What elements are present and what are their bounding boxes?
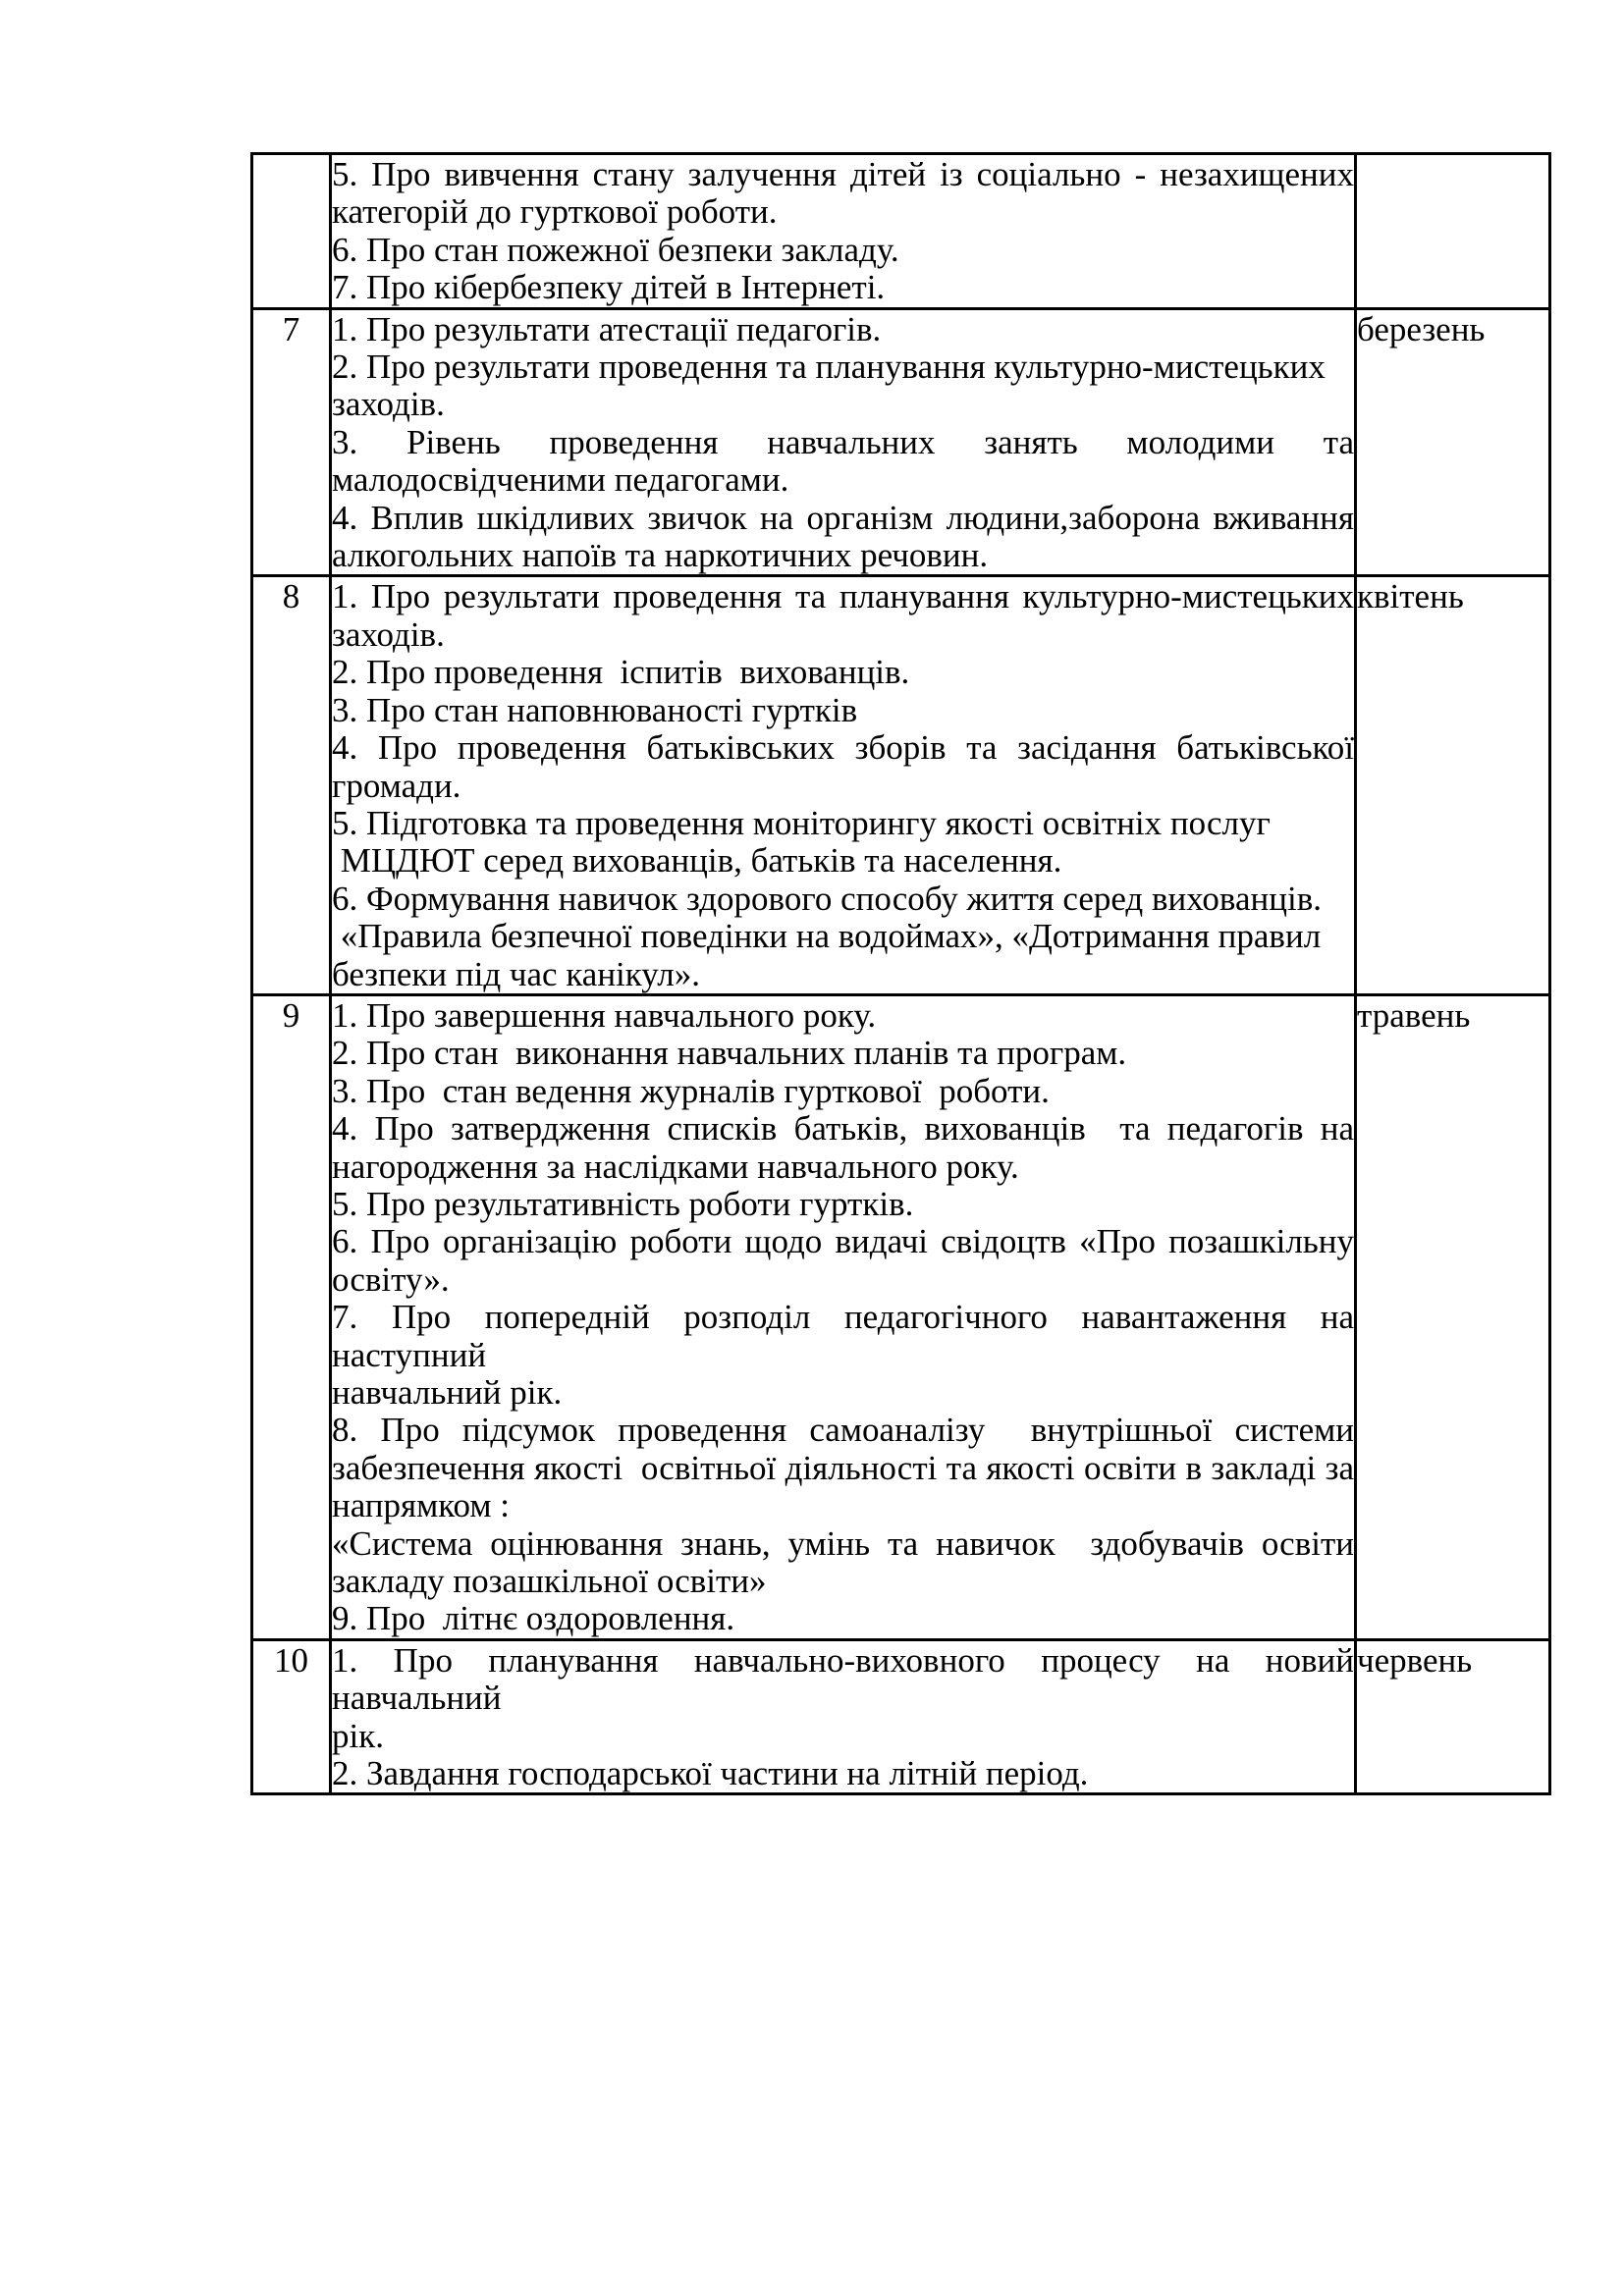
month-label: червень (1357, 1640, 1473, 1680)
agenda-item (332, 348, 1354, 424)
agenda-line: 5. Про вивчення стану залучення дітей із соціально - незахищених (332, 155, 1354, 193)
month-label: квітень (1357, 577, 1464, 616)
agenda-item (332, 578, 1354, 654)
row-number-cell (252, 308, 331, 576)
agenda-line: 3. Про стан ведення журналів гурткової роботи. (332, 1071, 1050, 1110)
agenda-item (332, 729, 1354, 805)
agenda-line: 2. Про проведення іспитів вихованців. (332, 653, 910, 692)
row-number-cell (252, 994, 331, 1639)
row-number: 7 (282, 309, 300, 348)
agenda-item (332, 805, 1354, 881)
table-row (252, 308, 1550, 576)
month-cell (1356, 308, 1550, 576)
agenda-item (332, 269, 1354, 306)
agenda-item (332, 311, 1354, 348)
agenda-line: категорій до гурткової роботи. (332, 192, 778, 232)
agenda-line: 8. Про підсумок проведення самоаналізу внутрішньої системи (332, 1411, 1354, 1450)
agenda-line: освіту». (332, 1259, 450, 1299)
table-row (252, 154, 1550, 309)
month-cell (1356, 576, 1550, 994)
agenda-item (332, 692, 1354, 729)
agenda-line: 5. Підготовка та проведення моніторингу якості освітніх послуг (332, 803, 1271, 842)
month-label: березень (1357, 309, 1486, 348)
agenda-line: малодосвідченими педагогами. (332, 460, 789, 500)
agenda-line: напрямком : (332, 1486, 510, 1525)
agenda-line: заходів. (332, 385, 445, 424)
month-cell (1356, 154, 1550, 309)
agenda-line: заходів. (332, 614, 445, 654)
agenda-line: алкогольних напоїв та наркотичних речовин. (332, 536, 989, 575)
agenda-line: 1. Про результати атестації педагогів. (332, 309, 882, 348)
row-number: 9 (282, 995, 300, 1035)
agenda-items-cell (331, 994, 1356, 1639)
agenda-line: 5. Про результативність роботи гуртків. (332, 1184, 914, 1223)
agenda-line: 6. Про організацію роботи щодо видачі свідоцтв «Про позашкільну (332, 1222, 1354, 1261)
agenda-item (332, 156, 1354, 232)
agenda-item (332, 881, 1354, 993)
agenda-item (332, 1186, 1354, 1223)
agenda-line: 6. Про стан пожежної безпеки закладу. (332, 230, 899, 269)
agenda-line: 2. Про стан виконання навчальних планів та програм. (332, 1034, 1127, 1073)
agenda-items-cell (331, 308, 1356, 576)
agenda-item (332, 232, 1354, 269)
agenda-line: 4. Про проведення батьківських зборів та засідання батьківської (332, 728, 1354, 768)
agenda-item (332, 654, 1354, 691)
agenda-item (332, 997, 1354, 1035)
agenda-line: 4. Про затвердження списків батьків, вихованців та педагогів на (332, 1109, 1354, 1148)
agenda-line: «Система оцінювання знань, умінь та навичок здобувачів освіти (332, 1523, 1354, 1563)
table-row (252, 994, 1550, 1639)
agenda-items-cell (331, 576, 1356, 994)
agenda-line: рік. (332, 1716, 384, 1755)
agenda-line: 1. Про завершення навчального року. (332, 995, 877, 1035)
agenda-item (332, 1035, 1354, 1072)
agenda-line: безпеки під час канікул». (332, 954, 700, 993)
agenda-item (332, 1223, 1354, 1299)
agenda-line: 9. Про літнє оздоровлення. (332, 1599, 735, 1638)
row-number-cell (252, 576, 331, 994)
agenda-line: «Правила безпечної поведінки на водоймах», «Дотримання правил (332, 917, 1322, 956)
row-number-cell (252, 154, 331, 309)
agenda-line: 3. Про стан наповнюваності гуртків (332, 690, 858, 729)
agenda-line: закладу позашкільної освіти» (332, 1562, 767, 1601)
agenda-line: 7. Про кібербезпеку дітей в Інтернеті. (332, 268, 886, 307)
agenda-item (332, 1299, 1354, 1412)
agenda-line: МЦДЮТ серед вихованців, батьків та населення. (332, 841, 1062, 881)
agenda-line: 1. Про результати проведення та планування культурно-мистецьких (332, 577, 1354, 616)
agenda-line: 2. Про результати проведення та планування культурно-мистецьких (332, 347, 1326, 387)
agenda-line: 6. Формування навичок здорового способу життя серед вихованців. (332, 879, 1322, 918)
agenda-item (332, 1755, 1354, 1792)
agenda-line: нагородження за наслідками навчального року. (332, 1147, 1019, 1186)
agenda-item (332, 1412, 1354, 1524)
row-number: 8 (282, 577, 300, 616)
row-number-cell (252, 1639, 331, 1794)
agenda-item (332, 500, 1354, 575)
month-cell (1356, 1639, 1550, 1794)
agenda-item (332, 1073, 1354, 1110)
table-row (252, 1639, 1550, 1794)
agenda-item (332, 1110, 1354, 1186)
agenda-line: громади. (332, 766, 461, 805)
month-cell (1356, 994, 1550, 1639)
agenda-item (332, 1525, 1354, 1601)
meeting-plan-table (250, 152, 1551, 1795)
agenda-line: 7. Про попередній розподіл педагогічного навантаження на наступний (332, 1298, 1354, 1374)
agenda-item (332, 1642, 1354, 1755)
month-label: травень (1357, 995, 1471, 1035)
row-number: 10 (274, 1640, 308, 1680)
agenda-items-cell (331, 1639, 1356, 1794)
agenda-line: 1. Про планування навчально-виховного процесу на новий навчальний (332, 1640, 1354, 1718)
agenda-line: 3. Рівень проведення навчальних занять молодими та (332, 422, 1354, 461)
agenda-line: 2. Завдання господарської частини на літній період. (332, 1754, 1089, 1793)
agenda-line: навчальний рік. (332, 1373, 563, 1412)
agenda-line: 4. Вплив шкідливих звичок на організм людини,заборона вживання (332, 498, 1354, 537)
agenda-item (332, 1600, 1354, 1637)
agenda-items-cell (331, 154, 1356, 309)
agenda-line: забезпечення якості освітньої діяльності та якості освіти в закладі за (332, 1448, 1354, 1487)
table-row (252, 576, 1550, 994)
agenda-item (332, 424, 1354, 500)
